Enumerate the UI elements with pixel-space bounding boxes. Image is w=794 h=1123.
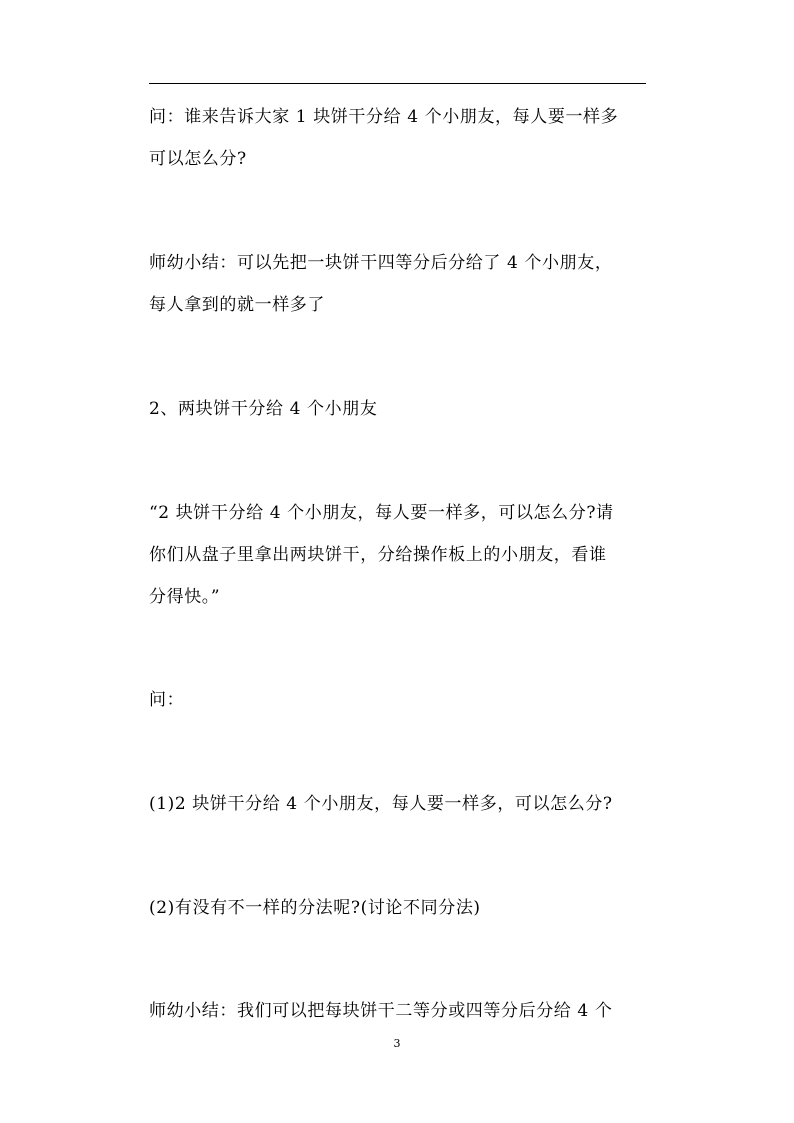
question-item-2: (2)有没有不一样的分法呢?(讨论不同分法) <box>149 898 481 918</box>
summary-line-1: 师幼小结：可以先把一块饼干四等分后分给了 4 个小朋友， <box>149 253 613 273</box>
quote-line-2: 你们从盘子里拿出两块饼干，分给操作板上的小朋友，看谁 <box>149 545 607 565</box>
question-line-2: 可以怎么分? <box>149 149 247 169</box>
question-line-1: 问：谁来告诉大家 1 块饼干分给 4 个小朋友，每人要一样多 <box>149 107 619 127</box>
question-item-1: (1)2 块饼干分给 4 个小朋友，每人要一样多，可以怎么分? <box>149 794 613 814</box>
section-heading: 2、两块饼干分给 4 个小朋友 <box>149 399 378 419</box>
summary-2-line-1: 师幼小结：我们可以把每块饼干二等分或四等分后分给 4 个 <box>149 1001 613 1021</box>
quote-line-3: 分得快。” <box>149 587 221 607</box>
page-number: 3 <box>393 1037 401 1050</box>
question-label: 问： <box>149 690 185 710</box>
quote-line-1: “2 块饼干分给 4 个小朋友，每人要一样多，可以怎么分?请 <box>149 503 614 523</box>
header-rule <box>149 83 646 84</box>
summary-line-2: 每人拿到的就一样多了 <box>149 295 325 315</box>
